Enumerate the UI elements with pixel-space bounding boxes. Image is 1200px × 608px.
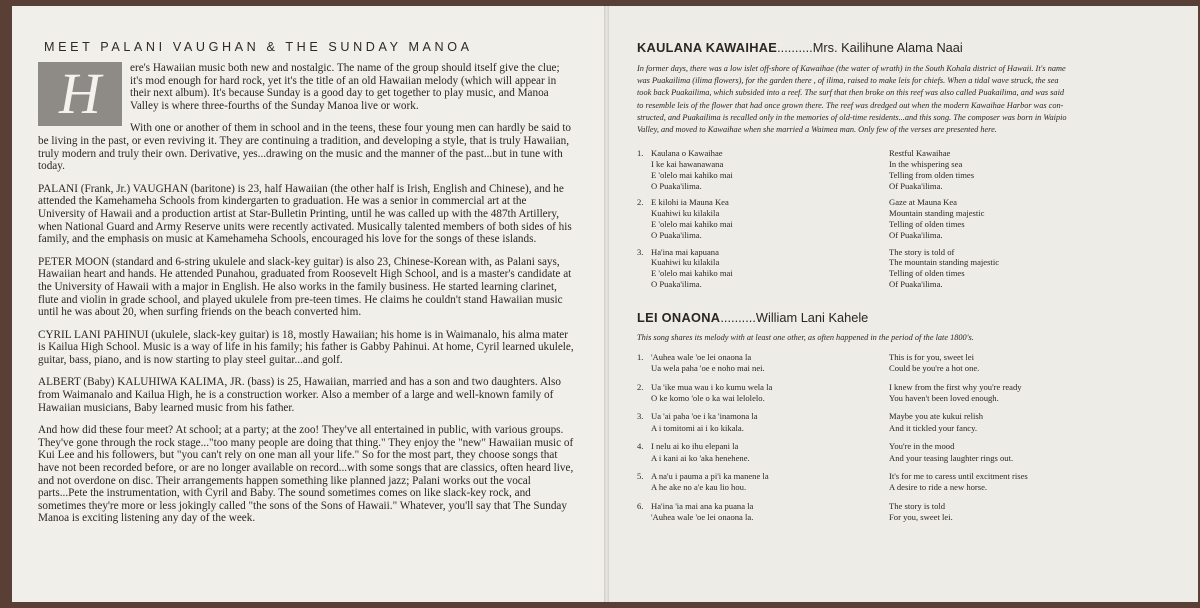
translation-line: Could be you're a hot one. (889, 363, 980, 374)
song1-intro-line: In former days, there was a low islet off-shore of Kawaihae (the water of wrath) in the South Kohala district of Hawaii. It's name (637, 64, 1066, 73)
song2-verse-2 (637, 382, 889, 405)
song1-intro-line: to resemble leis of the flower that had once grown there. The reef was dredged out when the modern Kawaihae Harbor was con- (637, 100, 1064, 110)
verse-hawaiian (651, 411, 758, 434)
lyric-line: Ha'ina mai kapuana (651, 246, 719, 257)
translation-line: You're in the mood (889, 441, 955, 452)
verse-number: 4. (637, 441, 644, 452)
paragraph-albert: ALBERT (Baby) KALUHIWA KALIMA, JR. (bass) is 25, Hawaiian, married and has a son and two daughters. Also from Waimanalo and Kailua High, he is a construction worker. Also a member of a large and well-known family of Hawaiian musicians, Baby learned music from his father. (38, 376, 561, 414)
verse-hawaiian (651, 352, 765, 375)
translation-line: You haven't been loved enough. (889, 393, 999, 403)
translation-line: The mountain standing majestic (889, 257, 1000, 268)
translation-line: Telling of olden times (889, 268, 965, 279)
paragraph-peter: PETER MOON (standard and 6-string ukulele and slack-key guitar) is also 23, Chinese-Korean with, as Palani says, Hawaiian heart and hands. He attended Punahou, graduated from Roosevelt High School, and is a master's candidate at the University of Hawaii with a major in English. He also works in the family business. He started learning clarinet, flute and violin in grade school, and played ukulele from pre-teen times. He claims he couldn't stand Hawaiian music until he was about 20, when surfing friends on the beach converted him. (38, 255, 572, 319)
translation-line: I knew from the first why you're ready (889, 381, 1022, 392)
lyric-line: E 'olelo mai kahiko mai (651, 169, 733, 180)
song1-dots: .......... (777, 40, 813, 55)
lyric-line: I nelu ai ko ihu elepani la (651, 441, 739, 452)
song2-verse-5 (637, 471, 889, 494)
lyric-line: A i kani ai ko 'aka henehene. (651, 452, 750, 463)
translation-line: Gaze at Mauna Kea (889, 197, 957, 208)
song1-intro-line: structed, and Puakailima is recalled only in the memories of old-time residents...and this song. The composer was born in Waipio (637, 112, 1067, 122)
paragraph-palani: PALANI (Frank, Jr.) VAUGHAN (baritone) is 23, half Hawaiian (the other half is Irish, English and Chinese), and he attended the Kamehameha Schools from kindergarten to graduation. He was a senior in commercial art at the University of Hawaii and a production artist at Star-Bulletin Printing, until he was called up with the 487th Artillery, when National Guard and Army Reserve units were recently activated. Musically talented members of both sides of his family, and the emphasis on music at Kamehameha Schools, encouraged his love for the songs of these islands. (38, 182, 572, 246)
verse-number: 1. (637, 148, 644, 159)
left-page (12, 6, 604, 602)
song2-author: William Lani Kahele (755, 309, 869, 325)
song2-verse-3 (637, 411, 889, 434)
song2-verse-1 (637, 352, 889, 375)
lyric-line: E 'olelo mai kahiko mai (651, 268, 733, 279)
song1-verse-3 (637, 247, 889, 290)
translation-line: And it tickled your fancy. (889, 422, 977, 433)
lyric-line: O Puaka'ilima. (651, 180, 702, 191)
verse-hawaiian (651, 148, 733, 191)
lyric-line: O Puaka'ilima. (651, 229, 702, 240)
translation-line: Of Puaka'ilima. (889, 229, 943, 240)
translation-line: In the whispering sea (889, 159, 963, 170)
translation-line: A desire to ride a new horse. (889, 482, 988, 493)
verse-number: 2. (637, 197, 644, 208)
song2-verse-6 (637, 501, 889, 524)
translation-line: And your teasing laughter rings out. (889, 452, 1014, 463)
translation-line: Of Puaka'ilima. (889, 180, 943, 191)
verse-number: 6. (637, 500, 644, 511)
lyric-line: 'Auhea wale 'oe lei onaona la (651, 351, 752, 362)
lyric-line: A i tomitomi ai i ko kikala. (651, 422, 744, 433)
translation-line: Telling of olden times (889, 219, 965, 229)
lyric-line: 'Auhea wale 'oe lei onaona la. (651, 512, 754, 523)
song1-heading (637, 40, 1182, 55)
song1-intro-line: was Puakailima (ilima flowers), for the garden there , of ilima, raised to make leis for chiefs. When a tidal wave struck, the sea (637, 76, 1059, 86)
song1-verses (637, 148, 1182, 290)
lyric-line: Kaulana o Kawaihae (651, 148, 723, 159)
dropcap-h: H (38, 62, 122, 126)
lyric-line: A na'u i pauma a pi'i ka manene la (651, 471, 769, 482)
verse-translation (889, 382, 1182, 405)
lyric-line: Ua 'ike mua wau i ko kumu wela la (651, 381, 773, 392)
song2-verses (637, 352, 1182, 524)
paragraph-tradition: With one or another of them in school and in the teens, these four young men can hardly be said to be living in the past, or even reviving it. They are continuing a tradition, and developing a style, that is truly Hawaiian, truly modern and truly their own. Derivative, yes...drawing on the music and the manner of the past...but in tune with today. (38, 122, 572, 173)
verse-hawaiian (651, 197, 733, 240)
verse-hawaiian (651, 382, 772, 405)
liner-notes-title: MEET PALANI VAUGHAN & THE SUNDAY MANOA (44, 40, 473, 54)
song2-heading (637, 310, 1182, 325)
verse-hawaiian (651, 441, 750, 464)
verse-translation (889, 411, 1182, 434)
verse-translation (889, 148, 1182, 191)
lyric-line: A he ake no a'e kau lio hou. (651, 482, 747, 493)
paragraph-cyril: CYRIL LANI PAHINUI (ukulele, slack-key guitar) is 18, mostly Hawaiian; his home is in Waimanalo, his alma mater is Kailua High School. Music is a way of life in his family; his father is Gabby Pahinui. At home, Cyril learned ukulele, guitar, bass, piano, and is now starting to play steel guitar...and golf. (38, 328, 574, 366)
translation-line: Telling from olden times (889, 169, 975, 180)
translation-line: Mountain standing majestic (889, 208, 985, 219)
lyric-line: Kuahiwi ku kilakila (651, 208, 720, 219)
song1-intro-line: Valley, and moved to Kawaihae when she married a Waimea man. Only few of the verses are presented here. (637, 125, 997, 135)
lyric-line: E kilohi ia Mauna Kea (651, 197, 729, 208)
intro-paragraph-text: ere's Hawaiian music both new and nostalgic. The name of the group should itself give the clue; it's mod enough for hard rock, yet it's the title of an old Hawaiian melody (which will appear in their next album). It's because Sunday is a good day to get together to play music, and Manoa Valley is where three-fourths of the Sunday Manoa live or work. (130, 62, 560, 112)
translation-line: The story is told of (889, 246, 955, 257)
lyric-line: Kuahiwi ku kilakila (651, 257, 720, 268)
lyric-line: O Puaka'ilima. (651, 278, 702, 289)
verse-number: 3. (637, 411, 644, 422)
verse-translation (889, 352, 1182, 375)
paragraph-meeting: And how did these four meet? At school; at a party; at the zoo! They've all entertained in public, with various groups. They've gone through the rock stage..."too many people are doing that thing." They enjoy the "new" Hawaiian music of Kui Lee and his followers, but "you can't rely on one man all your life." So for the most part, they choose songs that have not been recorded before, or are no longer available on record...with some songs that are classics, often heard live, and not overdone on disc. Their arrangements happen something like planned jazz; Palani works out the vocal parts...Pete the instrumentation, with Cyril and Baby. The sound sometimes comes on like slack-key rock, and sometimes they're more or less jokingly called "the sons of the Sons of Hawaii." Whatever, you'll say that The Sunday Manoa is exciting listening any day of the week. (38, 424, 574, 525)
song2-verse-4 (637, 441, 889, 464)
song1-author: Mrs. Kailihune Alama Naai (812, 40, 963, 55)
verse-number: 1. (637, 351, 644, 362)
verse-hawaiian (651, 247, 733, 290)
translation-line: For you, sweet lei. (889, 512, 953, 523)
song1-verse-1 (637, 148, 889, 191)
translation-line: Of Puaka'ilima. (889, 278, 943, 289)
lyric-line: I ke kai hawanawana (651, 159, 724, 170)
song1-title: KAULANA KAWAIHAE (637, 40, 778, 55)
translation-line: Maybe you ate kukui relish (889, 411, 984, 422)
song2-title: LEI ONAONA (637, 309, 721, 325)
song2-dots: .......... (720, 309, 756, 325)
verse-number: 2. (637, 381, 644, 392)
translation-line: The story is told (889, 500, 946, 511)
verse-translation (889, 247, 1182, 290)
translation-line: It's for me to caress until excitment rises (889, 471, 1028, 482)
verse-translation (889, 471, 1182, 494)
verse-translation (889, 441, 1182, 464)
intro-paragraph (38, 61, 574, 126)
verse-translation (889, 501, 1182, 524)
verse-hawaiian (651, 501, 753, 524)
verse-number: 3. (637, 246, 644, 257)
song2-intro: This song shares its melody with at least one other, as often happened in the period of the late 1800's. (637, 332, 974, 342)
translation-line: Restful Kawaihae (889, 148, 951, 159)
right-page (609, 6, 1198, 602)
song1-intro (637, 63, 1182, 136)
verse-number: 5. (637, 471, 644, 482)
verse-translation (889, 197, 1182, 240)
lyric-line: Ha'ina 'ia mai ana ka puana la (651, 500, 754, 511)
lyric-line: Ua wela paha 'oe e noho mai nei. (651, 363, 765, 374)
verse-hawaiian (651, 471, 769, 494)
translation-line: This is for you, sweet lei (889, 351, 974, 362)
song1-verse-2 (637, 197, 889, 240)
lyric-line: Ua 'ai paha 'oe i ka 'inamona la (651, 411, 758, 422)
lyric-line: E 'olelo mai kahiko mai (651, 219, 733, 229)
lyric-line: O ke komo 'ole o ka wai lelolelo. (651, 393, 765, 403)
song1-intro-line: took back Puakailima, which subsided into a reef. The surf that then broke on this reef was also called Puakailima, and was said (637, 88, 1065, 98)
